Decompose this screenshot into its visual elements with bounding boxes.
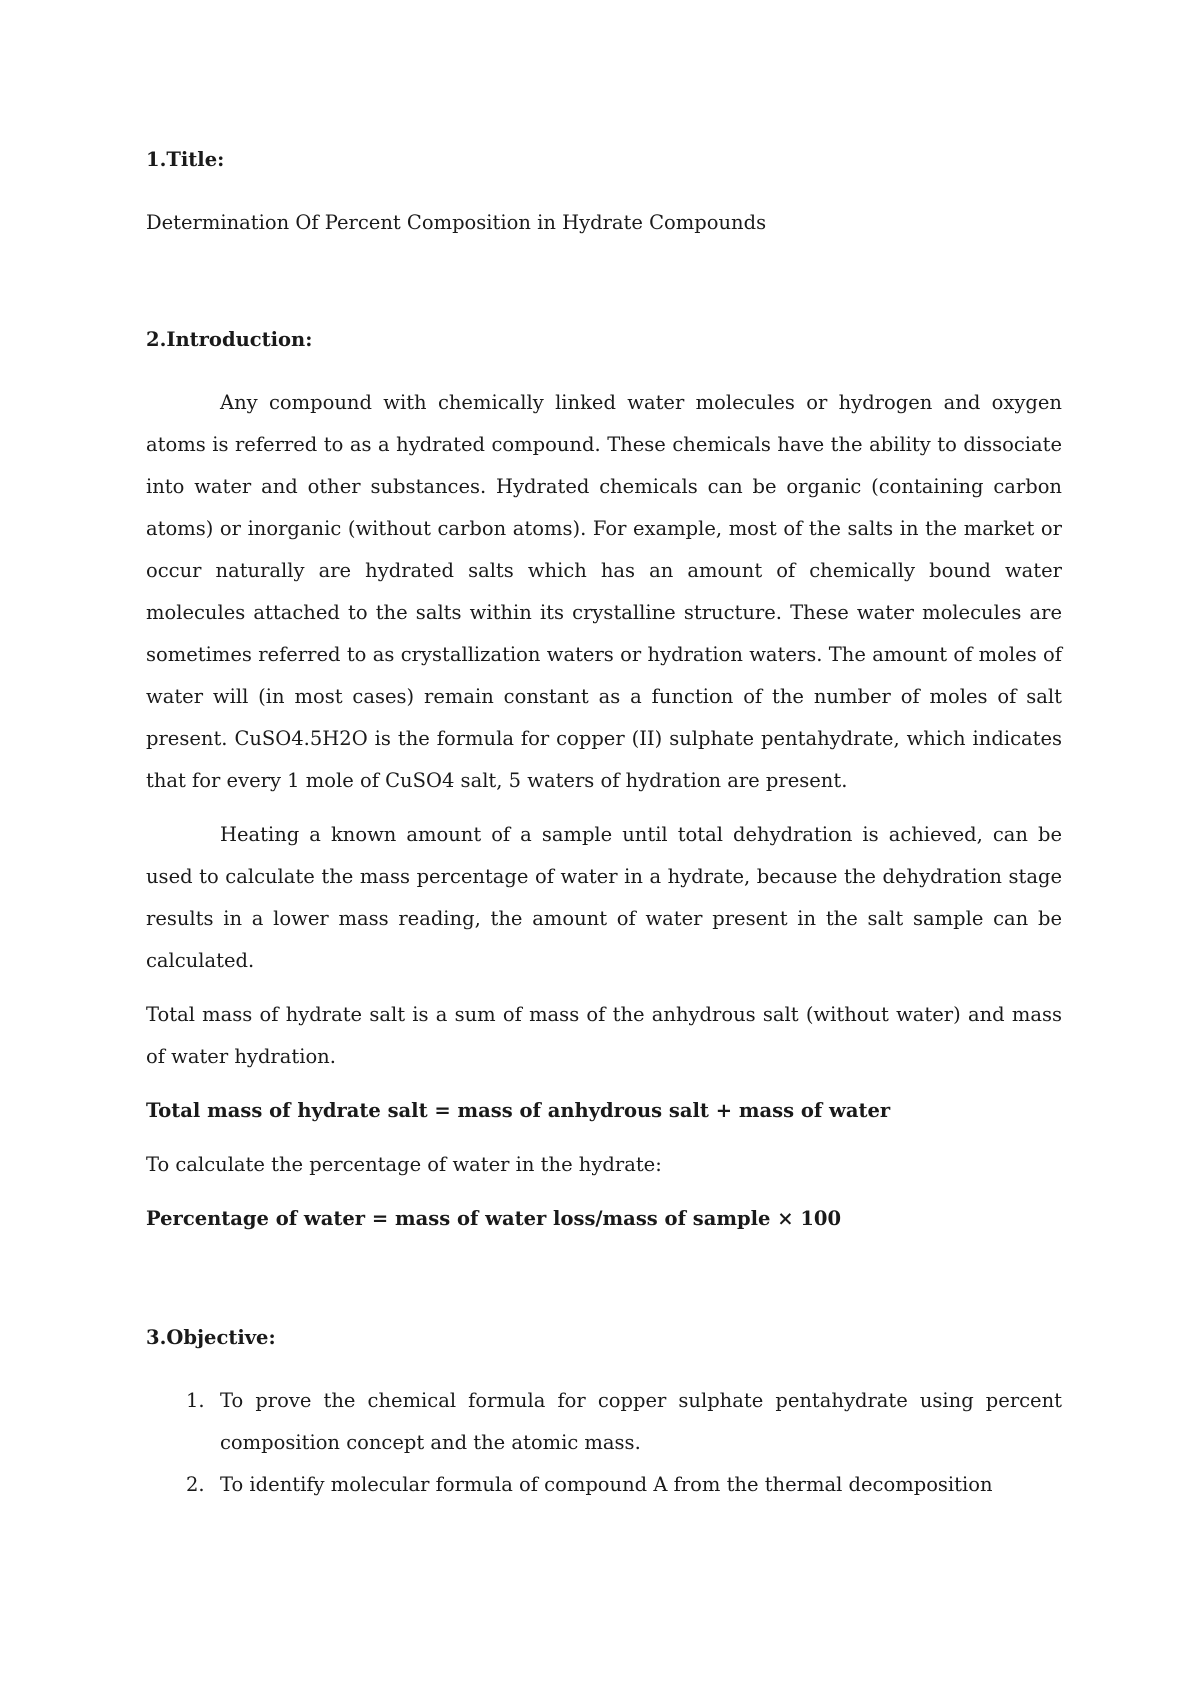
document-page (146, 148, 1062, 1506)
objective-item-number: 1. (186, 1389, 205, 1412)
introduction-paragraph-4: To calculate the percentage of water in the hydrate: (146, 1153, 662, 1176)
objective-item-text: To identify molecular formula of compound A from the thermal decomposition (220, 1473, 993, 1496)
introduction-paragraph-2: Heating a known amount of a sample until total dehydration is achieved, can be used to calculate the mass percentage of water in a hydrate, because the dehydration stage results in a lower mass reading, the amount of water present in the salt sample can be calculated. (146, 823, 1062, 972)
title-text: Determination Of Percent Composition in Hydrate Compounds (146, 211, 767, 234)
objective-list (146, 1380, 1062, 1506)
objective-item (146, 1380, 1062, 1464)
formula-percentage-water: Percentage of water = mass of water loss/mass of sample × 100 (146, 1207, 842, 1230)
title-heading: 1.Title: (146, 148, 225, 171)
introduction-heading: 2.Introduction: (146, 328, 313, 351)
objective-item (146, 1464, 1062, 1506)
objective-heading: 3.Objective: (146, 1326, 276, 1349)
objective-item-text: To prove the chemical formula for copper sulphate pentahydrate using percent composition concept and the atomic mass. (220, 1389, 1062, 1454)
objective-item-number: 2. (186, 1473, 205, 1496)
formula-total-mass: Total mass of hydrate salt = mass of anhydrous salt + mass of water (146, 1099, 891, 1122)
introduction-paragraph-1: Any compound with chemically linked water molecules or hydrogen and oxygen atoms is referred to as a hydrated compound. These chemicals have the ability to dissociate into water and other substances. Hydrated chemicals can be organic (containing carbon atoms) or inorganic (without carbon atoms). For example, most of the salts in the market or occur naturally are hydrated salts which has an amount of chemically bound water molecules attached to the salts within its crystalline structure. These water molecules are sometimes referred to as crystallization waters or hydration waters. The amount of moles of water will (in most cases) remain constant as a function of the number of moles of salt present. CuSO4.5H2O is the formula for copper (II) sulphate pentahydrate, which indicates that for every 1 mole of CuSO4 salt, 5 waters of hydration are present. (146, 391, 1062, 792)
introduction-paragraph-3: Total mass of hydrate salt is a sum of mass of the anhydrous salt (without water) and mass of water hydration. (146, 1003, 1062, 1068)
